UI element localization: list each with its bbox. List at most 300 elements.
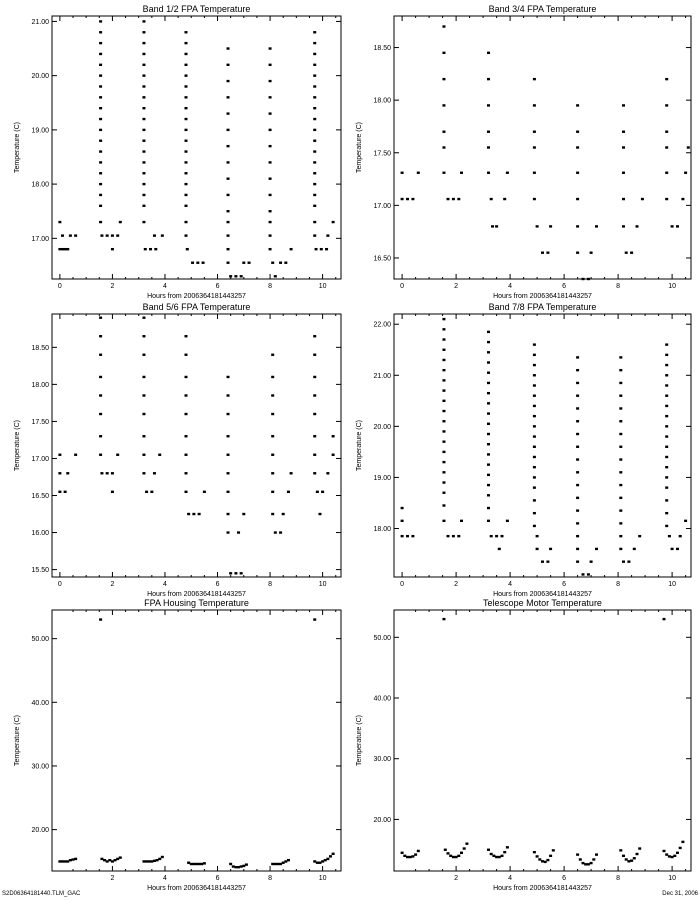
data-point (495, 535, 498, 537)
data-point (271, 513, 274, 515)
data-point (587, 278, 590, 280)
data-point (227, 161, 230, 163)
data-point (592, 858, 595, 860)
data-point (665, 512, 668, 514)
y-tick-label: 21.00 (373, 372, 391, 380)
data-point (622, 198, 625, 200)
data-point (576, 356, 579, 358)
data-point (100, 472, 103, 474)
data-point (442, 172, 445, 174)
data-point (313, 205, 316, 207)
x-tick-label: 2 (110, 875, 115, 882)
x-axis-label: Hours from 2006364181443257 (493, 591, 592, 598)
chart-svg (350, 0, 700, 298)
data-point (64, 860, 67, 862)
data-point (501, 535, 504, 537)
x-tick-label: 0 (57, 283, 62, 290)
data-point (576, 395, 579, 397)
data-point (271, 491, 274, 493)
data-point (150, 491, 153, 493)
data-point (242, 513, 245, 515)
data-point (142, 435, 145, 437)
data-point (457, 198, 460, 200)
data-point (460, 852, 463, 854)
data-point (184, 96, 187, 98)
data-point (248, 262, 251, 264)
data-point (184, 435, 187, 437)
data-point (245, 863, 248, 865)
data-point (487, 423, 490, 425)
data-point (326, 234, 329, 236)
data-point (687, 146, 690, 148)
data-point (576, 471, 579, 473)
data-point (442, 440, 445, 442)
data-point (576, 446, 579, 448)
data-point (584, 863, 587, 865)
data-point (184, 394, 187, 396)
data-point (401, 535, 404, 537)
data-point (490, 853, 493, 855)
data-point (487, 443, 490, 445)
data-point (595, 548, 598, 550)
data-point (119, 221, 122, 223)
data-point (442, 131, 445, 133)
chart-title: FPA Housing Temperature (144, 598, 249, 608)
data-point (269, 194, 272, 196)
chart-title: Band 3/4 FPA Temperature (488, 4, 597, 14)
data-point (442, 379, 445, 381)
y-tick-label: 18.00 (31, 381, 49, 389)
data-point (549, 548, 552, 550)
data-point (403, 855, 406, 857)
data-point (665, 466, 668, 468)
data-point (116, 454, 119, 456)
data-point (665, 425, 668, 427)
data-point (641, 198, 644, 200)
data-point (619, 369, 622, 371)
data-point (184, 64, 187, 66)
data-point (444, 849, 447, 851)
data-point (627, 860, 630, 862)
data-point (271, 394, 274, 396)
chart-title: Band 5/6 FPA Temperature (142, 302, 251, 312)
data-point (576, 407, 579, 409)
data-point (318, 513, 321, 515)
data-point (533, 146, 536, 148)
chart-title: Band 7/8 FPA Temperature (488, 302, 597, 312)
data-point (99, 205, 102, 207)
data-point (190, 863, 193, 865)
data-point (684, 172, 687, 174)
data-point (269, 210, 272, 212)
data-point (100, 858, 103, 860)
data-point (622, 104, 625, 106)
data-point (227, 262, 230, 264)
data-point (74, 858, 77, 860)
y-axis-label: Temperature (C) (14, 420, 21, 471)
plot-frame (394, 314, 691, 577)
data-point (142, 31, 145, 33)
y-tick-label: 17.00 (373, 202, 391, 210)
data-point (622, 146, 625, 148)
data-point (447, 852, 450, 854)
data-point (442, 328, 445, 330)
data-point (184, 454, 187, 456)
data-point (576, 560, 579, 562)
data-point (58, 472, 61, 474)
data-point (184, 491, 187, 493)
data-point (533, 384, 536, 386)
data-point (668, 535, 671, 537)
data-point (465, 842, 468, 844)
data-point (234, 572, 237, 574)
data-point (142, 42, 145, 44)
data-point (442, 338, 445, 340)
data-point (549, 855, 552, 857)
data-point (313, 413, 316, 415)
data-point (576, 146, 579, 148)
data-point (313, 74, 316, 76)
data-point (99, 129, 102, 131)
data-point (99, 64, 102, 66)
data-point (58, 248, 61, 250)
data-point (595, 853, 598, 855)
data-point (622, 225, 625, 227)
data-point (665, 456, 668, 458)
data-point (99, 376, 102, 378)
data-point (671, 548, 674, 550)
data-point (313, 354, 316, 356)
data-point (487, 412, 490, 414)
data-point (111, 860, 114, 862)
data-point (495, 225, 498, 227)
data-point (237, 531, 240, 533)
data-point (290, 472, 293, 474)
data-point (313, 96, 316, 98)
data-point (442, 420, 445, 422)
data-point (242, 865, 245, 867)
data-point (638, 847, 641, 849)
data-point (227, 194, 230, 196)
data-point (313, 42, 316, 44)
y-axis-label: Temperature (C) (14, 122, 21, 173)
data-point (665, 525, 668, 527)
data-point (665, 146, 668, 148)
data-point (576, 522, 579, 524)
data-point (442, 400, 445, 402)
data-point (269, 80, 272, 82)
data-point (313, 472, 316, 474)
data-point (119, 856, 122, 858)
data-point (99, 354, 102, 356)
data-point (676, 852, 679, 854)
data-point (684, 520, 687, 522)
data-point (457, 855, 460, 857)
x-tick-label: 2 (454, 283, 459, 290)
data-point (316, 862, 319, 864)
data-point (487, 146, 490, 148)
y-tick-label: 30.00 (31, 763, 49, 771)
data-point (442, 504, 445, 506)
data-point (198, 863, 201, 865)
data-point (622, 172, 625, 174)
data-point (142, 413, 145, 415)
data-point (192, 513, 195, 515)
data-point (417, 172, 420, 174)
data-point (149, 248, 152, 250)
data-point (269, 47, 272, 49)
data-point (271, 376, 274, 378)
x-tick-label: 6 (562, 581, 567, 588)
data-point (636, 225, 639, 227)
data-point (665, 446, 668, 448)
data-point (184, 472, 187, 474)
data-point (284, 860, 287, 862)
data-point (533, 354, 536, 356)
data-point (313, 376, 316, 378)
data-point (487, 453, 490, 455)
data-point (184, 221, 187, 223)
data-point (417, 850, 420, 852)
data-point (142, 53, 145, 55)
data-point (533, 525, 536, 527)
data-point (619, 471, 622, 473)
data-point (595, 225, 598, 227)
data-point (671, 225, 674, 227)
data-point (487, 341, 490, 343)
data-point (313, 335, 316, 337)
data-point (99, 618, 102, 620)
data-point (665, 354, 668, 356)
data-point (227, 413, 230, 415)
data-point (442, 618, 445, 620)
data-point (636, 853, 639, 855)
data-point (665, 374, 668, 376)
data-point (533, 415, 536, 417)
data-point (99, 221, 102, 223)
data-point (142, 20, 145, 22)
data-point (487, 52, 490, 54)
data-point (676, 548, 679, 550)
data-point (452, 535, 455, 537)
data-point (665, 364, 668, 366)
data-point (99, 118, 102, 120)
x-tick-label: 4 (163, 283, 167, 290)
data-point (455, 856, 458, 858)
data-point (315, 248, 318, 250)
data-point (619, 407, 622, 409)
data-point (546, 859, 549, 861)
data-point (271, 413, 274, 415)
data-point (269, 129, 272, 131)
data-point (106, 472, 109, 474)
y-tick-label: 40.00 (373, 695, 391, 703)
data-point (533, 395, 536, 397)
y-tick-label: 18.50 (31, 344, 49, 352)
data-point (74, 234, 77, 236)
data-point (99, 31, 102, 33)
data-point (287, 859, 290, 861)
data-point (313, 64, 316, 66)
data-point (227, 376, 230, 378)
data-point (460, 520, 463, 522)
data-point (671, 856, 674, 858)
data-point (627, 560, 630, 562)
data-point (546, 560, 549, 562)
data-point (324, 859, 327, 861)
data-point (271, 454, 274, 456)
data-point (279, 531, 282, 533)
data-point (227, 531, 230, 533)
data-point (313, 860, 316, 862)
data-point (576, 131, 579, 133)
data-point (533, 374, 536, 376)
data-point (313, 435, 316, 437)
data-point (229, 275, 232, 277)
data-point (64, 248, 67, 250)
data-point (58, 221, 61, 223)
data-point (187, 862, 190, 864)
x-axis-label: Hours from 2006364181443257 (147, 293, 246, 300)
data-point (184, 354, 187, 356)
data-point (227, 472, 230, 474)
data-point (442, 78, 445, 80)
data-point (269, 112, 272, 114)
data-point (442, 389, 445, 391)
x-tick-label: 10 (318, 283, 327, 290)
y-tick-label: 17.50 (373, 150, 391, 158)
data-point (227, 47, 230, 49)
y-tick-label: 19.00 (373, 474, 391, 482)
chart-panel-band-5-6 (0, 298, 350, 596)
data-point (406, 535, 409, 537)
x-tick-label: 2 (110, 283, 115, 290)
y-tick-label: 16.50 (31, 493, 49, 501)
y-tick-label: 15.50 (31, 567, 49, 575)
data-point (442, 52, 445, 54)
data-point (269, 177, 272, 179)
data-point (202, 262, 205, 264)
data-point (74, 454, 77, 456)
data-point (619, 522, 622, 524)
data-point (533, 172, 536, 174)
data-point (227, 210, 230, 212)
data-point (541, 560, 544, 562)
data-point (619, 395, 622, 397)
data-point (142, 172, 145, 174)
y-axis-label: Temperature (C) (14, 715, 21, 766)
data-point (665, 343, 668, 345)
data-point (99, 42, 102, 44)
data-point (546, 252, 549, 254)
data-point (576, 433, 579, 435)
data-point (487, 78, 490, 80)
data-point (442, 410, 445, 412)
data-point (282, 862, 285, 864)
data-point (487, 372, 490, 374)
x-tick-label: 8 (616, 581, 621, 588)
data-point (681, 841, 684, 843)
data-point (274, 275, 277, 277)
x-tick-label: 10 (668, 283, 676, 290)
data-point (313, 129, 316, 131)
x-tick-label: 8 (268, 581, 273, 588)
data-point (463, 847, 466, 849)
data-point (316, 491, 319, 493)
x-tick-label: 0 (57, 581, 62, 588)
data-point (142, 161, 145, 163)
data-point (184, 42, 187, 44)
data-point (229, 863, 232, 865)
data-point (503, 851, 506, 853)
data-point (240, 275, 243, 277)
data-point (227, 435, 230, 437)
y-tick-label: 18.50 (373, 45, 391, 53)
data-point (533, 851, 536, 853)
data-point (665, 172, 668, 174)
data-point (495, 856, 498, 858)
data-point (498, 856, 501, 858)
data-point (161, 856, 164, 858)
chart-panel-fpa-housing (0, 596, 350, 892)
data-point (153, 472, 156, 474)
data-point (619, 356, 622, 358)
data-point (321, 491, 324, 493)
data-point (184, 53, 187, 55)
data-point (99, 394, 102, 396)
x-tick-label: 8 (268, 875, 273, 882)
data-point (150, 860, 153, 862)
data-point (99, 53, 102, 55)
data-point (114, 859, 117, 861)
data-point (148, 860, 151, 862)
data-point (227, 177, 230, 179)
data-point (442, 471, 445, 473)
data-point (145, 491, 148, 493)
data-point (227, 145, 230, 147)
data-point (142, 140, 145, 142)
data-point (411, 855, 414, 857)
data-point (269, 64, 272, 66)
x-tick-label: 4 (508, 581, 513, 588)
data-point (269, 96, 272, 98)
data-point (506, 172, 509, 174)
x-tick-label: 2 (454, 875, 459, 882)
y-tick-label: 20.00 (373, 423, 391, 431)
data-point (487, 849, 490, 851)
data-point (290, 248, 293, 250)
data-point (111, 248, 114, 250)
data-point (576, 497, 579, 499)
chart-title: Band 1/2 FPA Temperature (142, 4, 251, 14)
footer-date: Dec 31, 2006 (662, 891, 698, 897)
data-point (269, 161, 272, 163)
data-point (227, 513, 230, 515)
data-point (313, 194, 316, 196)
data-point (196, 262, 199, 264)
data-point (184, 140, 187, 142)
data-point (622, 560, 625, 562)
data-point (619, 484, 622, 486)
y-tick-label: 22.00 (373, 321, 391, 329)
data-point (501, 855, 504, 857)
data-point (61, 248, 64, 250)
data-point (576, 484, 579, 486)
data-point (406, 198, 409, 200)
data-point (490, 198, 493, 200)
x-tick-label: 4 (508, 875, 513, 882)
chart-svg (350, 596, 700, 892)
